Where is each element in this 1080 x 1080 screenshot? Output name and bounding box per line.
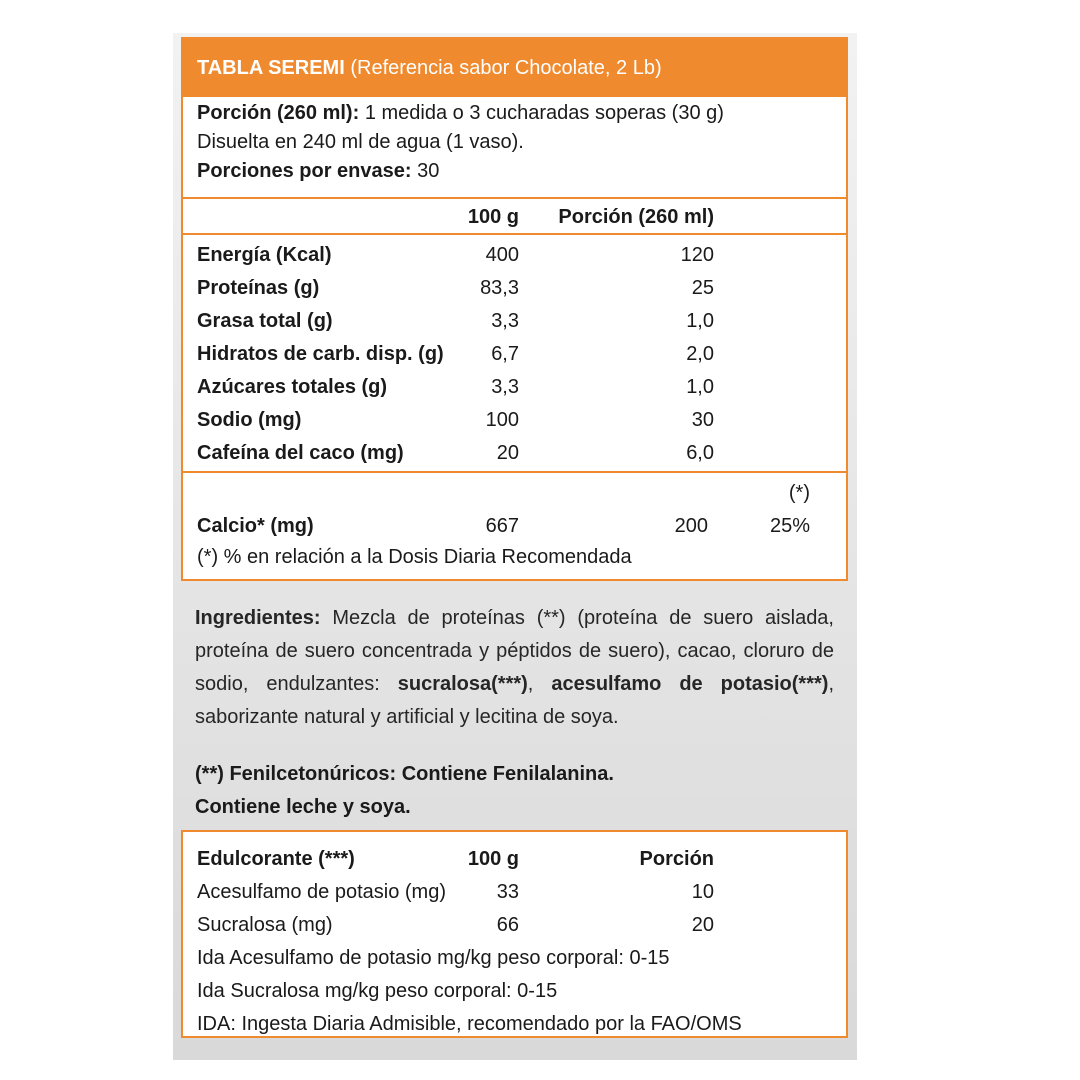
sweetener-col-100g: 100 g [467, 848, 519, 870]
row-value-100g: 6,7 [491, 343, 519, 365]
serving-label: Porción (260 ml): [197, 102, 360, 124]
column-header-portion: Porción (260 ml) [558, 206, 714, 228]
sweetener-row-label: Sucralosa (mg) [197, 914, 333, 936]
sweetener-row-100g: 66 [496, 914, 519, 936]
divider [183, 471, 846, 473]
dissolve-note: Disuelta en 240 ml de agua (1 vaso). [197, 131, 524, 153]
sweetener-title: Edulcorante (***) [197, 848, 355, 870]
footnote: (*) % en relación a la Dosis Diaria Recomendada [197, 546, 632, 568]
row-value-portion: 120 [680, 244, 714, 266]
sweetener-row-100g: 33 [496, 881, 519, 903]
row-value-portion: 30 [691, 409, 714, 431]
row-label: Sodio (mg) [197, 409, 302, 431]
ida-sucralose: Ida Sucralosa mg/kg peso corporal: 0-15 [197, 980, 558, 1002]
row-value-100g: 100 [485, 409, 519, 431]
ingredients-label: Ingredientes: [195, 607, 321, 629]
row-label: Azúcares totales (g) [197, 376, 388, 398]
sweetener-row-label: Acesulfamo de potasio (mg) [197, 881, 447, 903]
row-label: Hidratos de carb. disp. (g) [197, 343, 444, 365]
sweetener-table [181, 830, 848, 1038]
row-value-100g: 83,3 [480, 277, 519, 299]
ingredients-text-end: , saborizante natural y artificial y lecitina de soya. [195, 673, 834, 728]
row-value-100g: 400 [485, 244, 519, 266]
calcium-value-portion: 200 [674, 515, 708, 537]
servings-per-container-label: Porciones por envase: [197, 160, 412, 182]
sweetener-row-portion: 10 [691, 881, 714, 903]
row-label: Energía (Kcal) [197, 244, 332, 266]
row-label: Grasa total (g) [197, 310, 333, 332]
sweetener-col-portion: Porción [639, 848, 714, 870]
calcium-pct: 25% [769, 515, 810, 537]
row-value-100g: 3,3 [491, 310, 519, 332]
row-value-portion: 1,0 [686, 310, 714, 332]
divider [183, 197, 846, 199]
row-value-100g: 20 [496, 442, 519, 464]
allergen-notes [195, 758, 614, 824]
serving-info [197, 99, 724, 186]
serving-value: 1 medida o 3 cucharadas soperas (30 g) [359, 102, 724, 124]
ingredients-paragraph [195, 602, 834, 734]
row-value-portion: 2,0 [686, 343, 714, 365]
ingredients-text: Mezcla de proteínas (**) (proteína de suero aislada, proteína de suero concentrada y péptidos de suero), cacao, cloruro de sodio, endulzantes: [195, 607, 834, 695]
row-value-portion: 25 [691, 277, 714, 299]
ida-acesulfame: Ida Acesulfamo de potasio mg/kg peso corporal: 0-15 [197, 947, 670, 969]
row-value-portion: 6,0 [686, 442, 714, 464]
calcium-value-100g: 667 [485, 515, 519, 537]
servings-per-container-value: 30 [411, 160, 440, 182]
contains-note: Contiene leche y soya. [195, 796, 411, 818]
sucralose-bold: sucralosa(***) [397, 673, 528, 695]
table-title-rest: (Referencia sabor Chocolate, 2 Lb) [344, 57, 662, 79]
calcium-label: Calcio* (mg) [197, 515, 314, 537]
table-header [183, 39, 846, 97]
pct-mark: (*) [788, 482, 810, 504]
ida-definition: IDA: Ingesta Diaria Admisible, recomendado por la FAO/OMS [197, 1013, 742, 1035]
row-label: Cafeína del caco (mg) [197, 442, 404, 464]
sweetener-row-portion: 20 [691, 914, 714, 936]
divider [183, 233, 846, 235]
nutrition-table [181, 37, 848, 581]
row-label: Proteínas (g) [197, 277, 320, 299]
separator: , [527, 673, 552, 695]
phenylketonurics-note: (**) Fenilcetonúricos: Contiene Fenilalanina. [195, 763, 614, 785]
row-value-portion: 1,0 [686, 376, 714, 398]
table-title-bold: TABLA SEREMI [197, 57, 345, 79]
acesulfame-bold: acesulfamo de potasio(***) [551, 673, 829, 695]
column-header-100g: 100 g [467, 206, 519, 228]
row-value-100g: 3,3 [491, 376, 519, 398]
